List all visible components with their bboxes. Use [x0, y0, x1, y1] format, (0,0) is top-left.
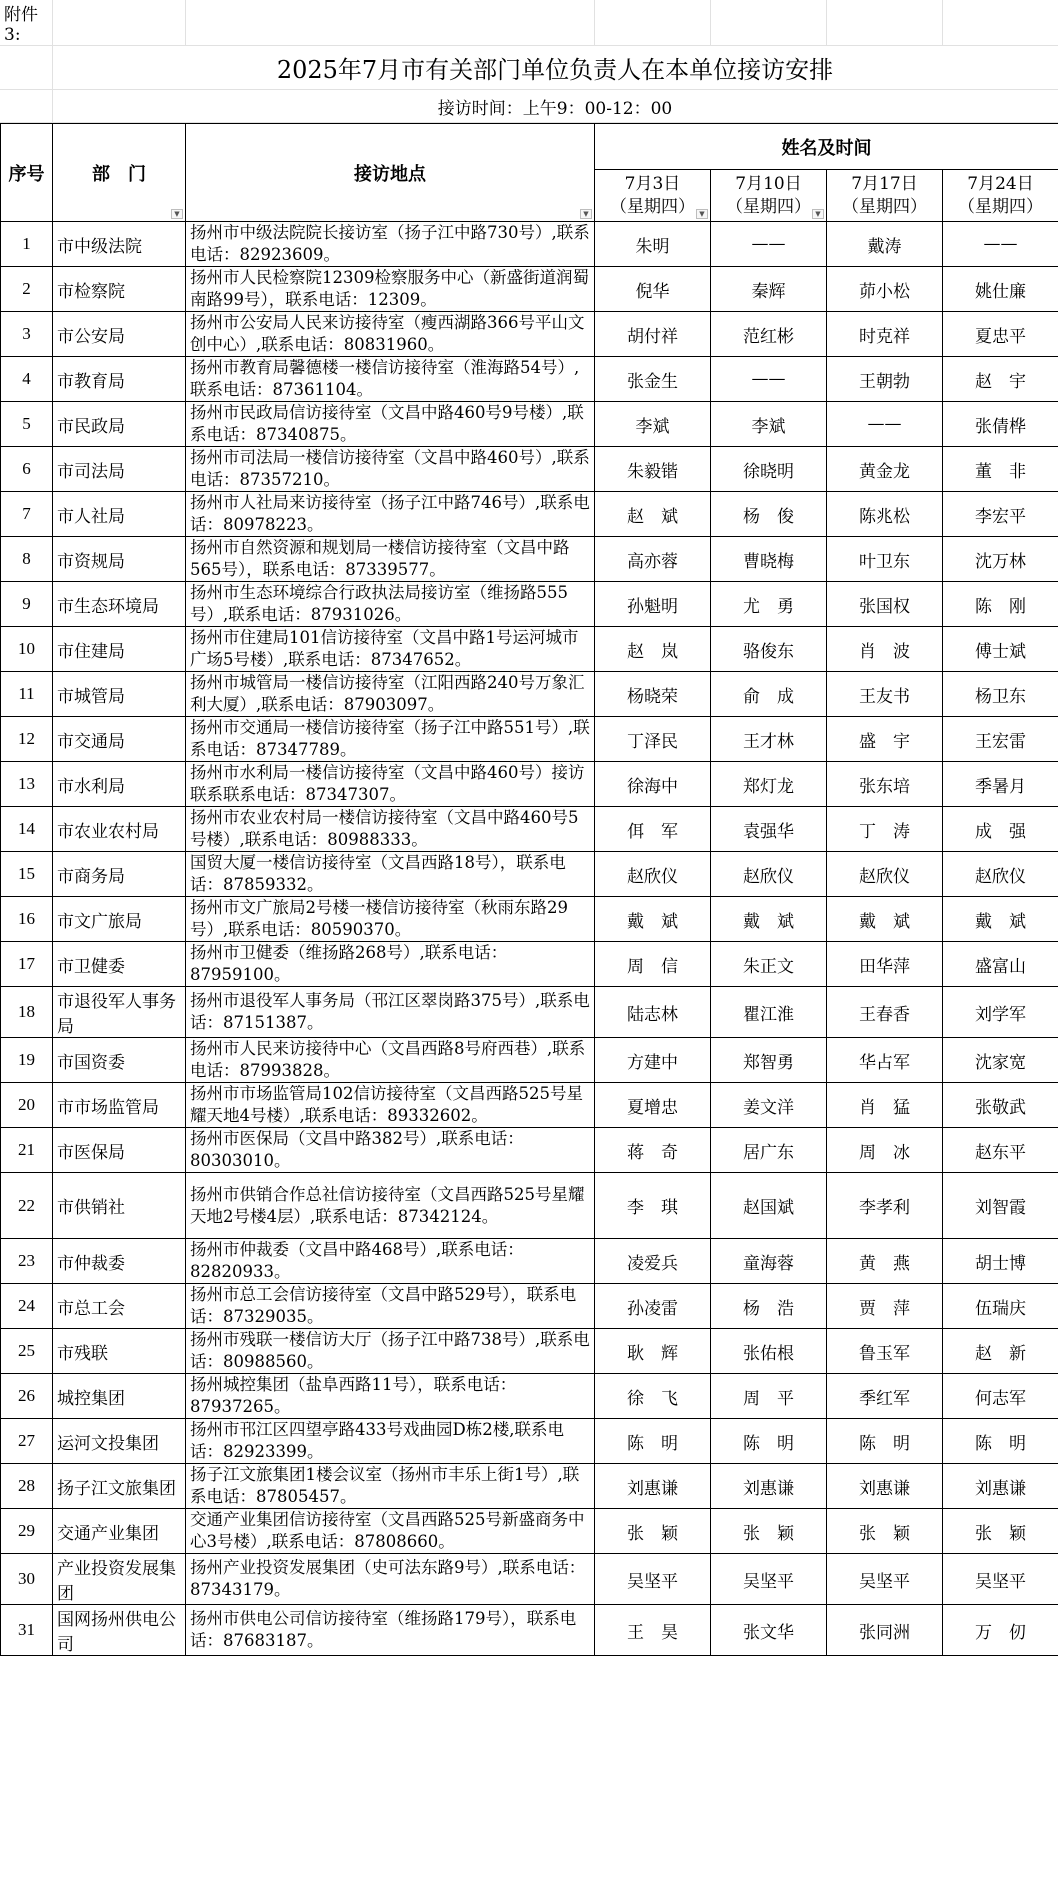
table-row: [1, 1239, 1058, 1284]
department-cell: 市仲裁委: [53, 1239, 186, 1284]
receiver-name-cell: 伍瑞庆: [943, 1284, 1058, 1329]
department-cell: 市总工会: [53, 1284, 186, 1329]
date-label: 7月17日: [851, 173, 918, 194]
filter-dropdown-icon[interactable]: ▼: [171, 209, 183, 219]
row-number: 28: [1, 1464, 53, 1509]
receiver-name-cell: 刘惠谦: [711, 1464, 827, 1509]
table-row: [1, 1509, 1058, 1554]
receiver-name-cell: 叶卫东: [827, 537, 943, 582]
row-number: 12: [1, 717, 53, 762]
receiver-name-cell: 周 平: [711, 1374, 827, 1419]
receiver-name-cell: 王才林: [711, 717, 827, 762]
table-row: [1, 1038, 1058, 1083]
department-cell: 城控集团: [53, 1374, 186, 1419]
location-cell: 扬州市农业农村局一楼信访接待室（文昌中路460号5号楼）,联系电话：80988333。: [186, 807, 595, 852]
receiver-name-cell: 李斌: [595, 402, 711, 447]
receiver-name-cell: 夏忠平: [943, 312, 1058, 357]
row-number: 3: [1, 312, 53, 357]
receiver-name-cell: 赵 宇: [943, 357, 1058, 402]
receiver-name-cell: 赵欣仪: [827, 852, 943, 897]
table-row: [1, 1554, 1058, 1605]
row-number: 30: [1, 1554, 53, 1605]
receiver-name-cell: 骆俊东: [711, 627, 827, 672]
row-number: 5: [1, 402, 53, 447]
department-cell: 运河文投集团: [53, 1419, 186, 1464]
table-row: [1, 1374, 1058, 1419]
table-row: [1, 1284, 1058, 1329]
filter-dropdown-icon[interactable]: ▼: [812, 209, 824, 219]
receiver-name-cell: 王 昊: [595, 1605, 711, 1656]
receiver-name-cell: 戴 斌: [711, 897, 827, 942]
location-cell: 扬州市自然资源和规划局一楼信访接待室（文昌中路565号），联系电话：87339577。: [186, 537, 595, 582]
row-number: 8: [1, 537, 53, 582]
department-cell: 市残联: [53, 1329, 186, 1374]
col-header-dept-label: 部 门: [92, 163, 146, 185]
receiver-name-cell: 季暑月: [943, 762, 1058, 807]
location-cell: 扬州市人民来访接待中心（文昌西路8号府西巷）,联系电话：87993828。: [186, 1038, 595, 1083]
location-cell: 扬州市司法局一楼信访接待室（文昌中路460号）,联系电话：87357210。: [186, 447, 595, 492]
table-row: [1, 987, 1058, 1038]
receiver-name-cell: 杨晓荣: [595, 672, 711, 717]
receiver-name-cell: 杨 俊: [711, 492, 827, 537]
receiver-name-cell: 孙凌雷: [595, 1284, 711, 1329]
row-number: 4: [1, 357, 53, 402]
receiver-name-cell: 沈万林: [943, 537, 1058, 582]
receiver-name-cell: 张倩桦: [943, 402, 1058, 447]
col-header-date-4: [943, 170, 1058, 222]
receiver-name-cell: 王春香: [827, 987, 943, 1038]
receiver-name-cell: 戴 斌: [827, 897, 943, 942]
receiver-name-cell: 倪华: [595, 267, 711, 312]
table-row: [1, 942, 1058, 987]
receiver-name-cell: 胡付祥: [595, 312, 711, 357]
receiver-name-cell: 茆小松: [827, 267, 943, 312]
receiver-name-cell: 袁强华: [711, 807, 827, 852]
location-cell: 扬州市供电公司信访接待室（维扬路179号），联系电话：87683187。: [186, 1605, 595, 1656]
receiver-name-cell: 李孝利: [827, 1173, 943, 1239]
department-cell: 市住建局: [53, 627, 186, 672]
row-number: 6: [1, 447, 53, 492]
receiver-name-cell: 吴坚平: [595, 1554, 711, 1605]
location-cell: 扬州市总工会信访接待室（文昌中路529号），联系电话：87329035。: [186, 1284, 595, 1329]
receiver-name-cell: 王宏雷: [943, 717, 1058, 762]
receiver-name-cell: 杨卫东: [943, 672, 1058, 717]
location-cell: 扬州市水利局一楼信访接待室（文昌中路460号）接访联系联系电话：87347307。: [186, 762, 595, 807]
receiver-name-cell: 朱明: [595, 222, 711, 267]
receiver-name-cell: 戴涛: [827, 222, 943, 267]
department-cell: 市医保局: [53, 1128, 186, 1173]
date-label: 7月10日: [735, 173, 802, 194]
table-row: [1, 627, 1058, 672]
location-cell: 扬州市人民检察院12309检察服务中心（新盛街道润蜀南路99号），联系电话：12309。: [186, 267, 595, 312]
department-cell: 市中级法院: [53, 222, 186, 267]
department-cell: 市交通局: [53, 717, 186, 762]
receiver-name-cell: 华占军: [827, 1038, 943, 1083]
row-number: 18: [1, 987, 53, 1038]
location-cell: 扬子江文旅集团1楼会议室（扬州市丰乐上街1号）,联系电话：87805457。: [186, 1464, 595, 1509]
receiver-name-cell: 赵欣仪: [943, 852, 1058, 897]
receiver-name-cell: 俞 成: [711, 672, 827, 717]
receiver-name-cell: 陆志林: [595, 987, 711, 1038]
department-cell: 市城管局: [53, 672, 186, 717]
table-row: [1, 717, 1058, 762]
row-number: 21: [1, 1128, 53, 1173]
receiver-name-cell: 李宏平: [943, 492, 1058, 537]
table-row: [1, 492, 1058, 537]
department-cell: 市商务局: [53, 852, 186, 897]
location-cell: 扬州市退役军人事务局（邗江区翠岗路375号）,联系电话：87151387。: [186, 987, 595, 1038]
receiver-name-cell: 陈 明: [943, 1419, 1058, 1464]
row-number: 27: [1, 1419, 53, 1464]
date-label: 7月3日: [624, 173, 681, 194]
location-cell: 交通产业集团信访接待室（文昌西路525号新盛商务中心3号楼）,联系电话：87808660。: [186, 1509, 595, 1554]
receiver-name-cell: 黄金龙: [827, 447, 943, 492]
receiver-name-cell: 赵欣仪: [595, 852, 711, 897]
row-number: 11: [1, 672, 53, 717]
row-number: 20: [1, 1083, 53, 1128]
receiver-name-cell: 胡士博: [943, 1239, 1058, 1284]
receiver-name-cell: 凌爱兵: [595, 1239, 711, 1284]
table-row: [1, 1605, 1058, 1656]
receiver-name-cell: 黄 燕: [827, 1239, 943, 1284]
row-number: 2: [1, 267, 53, 312]
receiver-name-cell: 刘惠谦: [943, 1464, 1058, 1509]
col-header-location-label: 接访地点: [354, 163, 426, 185]
location-cell: 扬州市城管局一楼信访接待室（江阳西路240号万象汇利大厦）,联系电话：87903097。: [186, 672, 595, 717]
date-label: 7月24日: [967, 173, 1034, 194]
receiver-name-cell: 方建中: [595, 1038, 711, 1083]
receiver-name-cell: 张佑根: [711, 1329, 827, 1374]
location-cell: 扬州市供销合作总社信访接待室（文昌西路525号星耀天地2号楼4层）,联系电话：87342124。: [186, 1173, 595, 1239]
department-cell: 国网扬州供电公司: [53, 1605, 186, 1656]
department-cell: 市水利局: [53, 762, 186, 807]
table-row: [1, 672, 1058, 717]
department-cell: 市供销社: [53, 1173, 186, 1239]
department-cell: 市国资委: [53, 1038, 186, 1083]
location-cell: 扬州市残联一楼信访大厅（扬子江中路738号）,联系电话：80988560。: [186, 1329, 595, 1374]
department-cell: 市农业农村局: [53, 807, 186, 852]
table-row: [1, 1419, 1058, 1464]
department-cell: 市人社局: [53, 492, 186, 537]
table-row: [1, 447, 1058, 492]
receiver-name-cell: 沈家宽: [943, 1038, 1058, 1083]
receiver-name-cell: 朱正文: [711, 942, 827, 987]
row-number: 14: [1, 807, 53, 852]
receiver-name-cell: 傅士斌: [943, 627, 1058, 672]
receiver-name-cell: 陈兆松: [827, 492, 943, 537]
receiver-name-cell: 董 非: [943, 447, 1058, 492]
row-number: 10: [1, 627, 53, 672]
receiver-name-cell: 蒋 奇: [595, 1128, 711, 1173]
location-cell: 扬州市市场监管局102信访接待室（文昌西路525号星耀天地4号楼）,联系电话：89332602。: [186, 1083, 595, 1128]
col-header-dept[interactable]: [53, 124, 186, 222]
receiver-name-cell: 刘惠谦: [827, 1464, 943, 1509]
receiver-name-cell: 赵 岚: [595, 627, 711, 672]
table-row: [1, 312, 1058, 357]
table-row: [1, 1464, 1058, 1509]
receiver-name-cell: 姚仕廉: [943, 267, 1058, 312]
filter-dropdown-icon[interactable]: ▼: [580, 209, 592, 219]
row-number: 15: [1, 852, 53, 897]
table-row: [1, 1128, 1058, 1173]
receiver-name-cell: 成 强: [943, 807, 1058, 852]
receiver-name-cell: 杨 浩: [711, 1284, 827, 1329]
location-cell: 扬州市公安局人民来访接待室（瘦西湖路366号平山文创中心）,联系电话：80831960。: [186, 312, 595, 357]
location-cell: 扬州市医保局（文昌中路382号）,联系电话：80303010。: [186, 1128, 595, 1173]
receiver-name-cell: 丁泽民: [595, 717, 711, 762]
reception-time: 接访时间：上午9：00-12：00: [52, 90, 1058, 123]
col-header-date-1[interactable]: [595, 170, 711, 222]
receiver-name-cell: 万 仞: [943, 1605, 1058, 1656]
receiver-name-cell: 张敬武: [943, 1083, 1058, 1128]
table-row: [1, 267, 1058, 312]
receiver-name-cell: 张金生: [595, 357, 711, 402]
table-row: [1, 807, 1058, 852]
table-row: [1, 1329, 1058, 1374]
department-cell: 市生态环境局: [53, 582, 186, 627]
location-cell: 扬州市生态环境综合行政执法局接访室（维扬路555号）,联系电话：87931026。: [186, 582, 595, 627]
receiver-name-cell: 曹晓梅: [711, 537, 827, 582]
receiver-name-cell: 吴坚平: [943, 1554, 1058, 1605]
row-number: 25: [1, 1329, 53, 1374]
receiver-name-cell: 盛 宇: [827, 717, 943, 762]
receiver-name-cell: 周 冰: [827, 1128, 943, 1173]
receiver-name-cell: 何志军: [943, 1374, 1058, 1419]
receiver-name-cell: 陈 明: [595, 1419, 711, 1464]
receiver-name-cell: 贾 萍: [827, 1284, 943, 1329]
location-cell: 扬州市人社局来访接待室（扬子江中路746号）,联系电话：80978223。: [186, 492, 595, 537]
receiver-name-cell: 丁 涛: [827, 807, 943, 852]
col-header-names-time: 姓名及时间: [595, 124, 1058, 170]
receiver-name-cell: 徐海中: [595, 762, 711, 807]
location-cell: 扬州市文广旅局2号楼一楼信访接待室（秋雨东路29号）,联系电话：80590370。: [186, 897, 595, 942]
table-row: [1, 357, 1058, 402]
row-number: 9: [1, 582, 53, 627]
location-cell: 扬州产业投资发展集团（史可法东路9号）,联系电话：87343179。: [186, 1554, 595, 1605]
page-title: 2025年7月市有关部门单位负责人在本单位接访安排: [52, 46, 1058, 90]
receiver-name-cell: 季红军: [827, 1374, 943, 1419]
receiver-name-cell: 徐 飞: [595, 1374, 711, 1419]
department-cell: 市退役军人事务局: [53, 987, 186, 1038]
row-number: 26: [1, 1374, 53, 1419]
table-row: [1, 852, 1058, 897]
receiver-name-cell: 张东培: [827, 762, 943, 807]
attachment-label: 附件3:: [0, 0, 52, 46]
table-row: [1, 1083, 1058, 1128]
location-cell: 扬州市民政局信访接待室（文昌中路460号9号楼）,联系电话：87340875。: [186, 402, 595, 447]
weekday-label: （星期四）: [726, 196, 811, 217]
department-cell: 市市场监管局: [53, 1083, 186, 1128]
department-cell: 市资规局: [53, 537, 186, 582]
receiver-name-cell: 王友书: [827, 672, 943, 717]
receiver-name-cell: 刘惠谦: [595, 1464, 711, 1509]
receiver-name-cell: 吴坚平: [711, 1554, 827, 1605]
table-row: [1, 537, 1058, 582]
receiver-name-cell: ——: [943, 222, 1058, 267]
receiver-name-cell: 佴 军: [595, 807, 711, 852]
row-number: 29: [1, 1509, 53, 1554]
receiver-name-cell: 赵欣仪: [711, 852, 827, 897]
row-number: 23: [1, 1239, 53, 1284]
receiver-name-cell: 盛富山: [943, 942, 1058, 987]
receiver-name-cell: 时克祥: [827, 312, 943, 357]
receiver-name-cell: 夏增忠: [595, 1083, 711, 1128]
receiver-name-cell: 赵东平: [943, 1128, 1058, 1173]
receiver-name-cell: 徐晓明: [711, 447, 827, 492]
receiver-name-cell: 居广东: [711, 1128, 827, 1173]
receiver-name-cell: 张 颖: [943, 1509, 1058, 1554]
receiver-name-cell: 刘学军: [943, 987, 1058, 1038]
row-number: 22: [1, 1173, 53, 1239]
table-row: [1, 222, 1058, 267]
receiver-name-cell: 王朝勃: [827, 357, 943, 402]
schedule-table: [0, 123, 1058, 1656]
receiver-name-cell: ——: [711, 357, 827, 402]
sheet-header-area: [0, 0, 1058, 123]
receiver-name-cell: 郑智勇: [711, 1038, 827, 1083]
receiver-name-cell: 郑灯龙: [711, 762, 827, 807]
row-number: 17: [1, 942, 53, 987]
department-cell: 交通产业集团: [53, 1509, 186, 1554]
col-header-seq-label: 序号: [8, 163, 45, 185]
receiver-name-cell: 鲁玉军: [827, 1329, 943, 1374]
row-number: 19: [1, 1038, 53, 1083]
department-cell: 产业投资发展集团: [53, 1554, 186, 1605]
location-cell: 扬州市卫健委（维扬路268号）,联系电话：87959100。: [186, 942, 595, 987]
location-cell: 扬州市交通局一楼信访接待室（扬子江中路551号）,联系电话：87347789。: [186, 717, 595, 762]
row-number: 1: [1, 222, 53, 267]
receiver-name-cell: 戴 斌: [595, 897, 711, 942]
receiver-name-cell: 秦辉: [711, 267, 827, 312]
weekday-label: （星期四）: [842, 196, 927, 217]
table-row: [1, 402, 1058, 447]
receiver-name-cell: 李斌: [711, 402, 827, 447]
receiver-name-cell: 赵 新: [943, 1329, 1058, 1374]
receiver-name-cell: 肖 猛: [827, 1083, 943, 1128]
receiver-name-cell: 张 颖: [827, 1509, 943, 1554]
table-row: [1, 762, 1058, 807]
filter-dropdown-icon[interactable]: ▼: [696, 209, 708, 219]
receiver-name-cell: 吴坚平: [827, 1554, 943, 1605]
location-cell: 国贸大厦一楼信访接待室（文昌西路18号），联系电话：87859332。: [186, 852, 595, 897]
receiver-name-cell: 童海蓉: [711, 1239, 827, 1284]
row-number: 7: [1, 492, 53, 537]
receiver-name-cell: 张文华: [711, 1605, 827, 1656]
location-cell: 扬州市邗江区四望亭路433号戏曲园D栋2楼,联系电话：82923399。: [186, 1419, 595, 1464]
receiver-name-cell: 刘智霞: [943, 1173, 1058, 1239]
receiver-name-cell: 张同洲: [827, 1605, 943, 1656]
department-cell: 市民政局: [53, 402, 186, 447]
receiver-name-cell: 陈 明: [827, 1419, 943, 1464]
department-cell: 市公安局: [53, 312, 186, 357]
row-number: 16: [1, 897, 53, 942]
row-number: 13: [1, 762, 53, 807]
department-cell: 市教育局: [53, 357, 186, 402]
receiver-name-cell: 尤 勇: [711, 582, 827, 627]
table-row: [1, 1173, 1058, 1239]
receiver-name-cell: 陈 明: [711, 1419, 827, 1464]
department-cell: 市检察院: [53, 267, 186, 312]
weekday-label: （星期四）: [958, 196, 1043, 217]
receiver-name-cell: 张 颖: [711, 1509, 827, 1554]
row-number: 24: [1, 1284, 53, 1329]
receiver-name-cell: ——: [827, 402, 943, 447]
receiver-name-cell: 耿 辉: [595, 1329, 711, 1374]
receiver-name-cell: 瞿江淮: [711, 987, 827, 1038]
department-cell: 市司法局: [53, 447, 186, 492]
receiver-name-cell: 周 信: [595, 942, 711, 987]
receiver-name-cell: 戴 斌: [943, 897, 1058, 942]
table-row: [1, 897, 1058, 942]
table-row: [1, 582, 1058, 627]
location-cell: 扬州市住建局101信访接待室（文昌中路1号运河城市广场5号楼）,联系电话：87347652。: [186, 627, 595, 672]
receiver-name-cell: 张国权: [827, 582, 943, 627]
col-header-seq: [1, 124, 53, 222]
location-cell: 扬州市仲裁委（文昌中路468号）,联系电话：82820933。: [186, 1239, 595, 1284]
location-cell: 扬州市教育局馨德楼一楼信访接待室（淮海路54号）,联系电话：87361104。: [186, 357, 595, 402]
receiver-name-cell: ——: [711, 222, 827, 267]
department-cell: 市文广旅局: [53, 897, 186, 942]
location-cell: 扬州城控集团（盐阜西路11号），联系电话：87937265。: [186, 1374, 595, 1419]
receiver-name-cell: 姜文洋: [711, 1083, 827, 1128]
location-cell: 扬州市中级法院院长接访室（扬子江中路730号）,联系电话：82923609。: [186, 222, 595, 267]
receiver-name-cell: 李 琪: [595, 1173, 711, 1239]
receiver-name-cell: 赵 斌: [595, 492, 711, 537]
receiver-name-cell: 朱毅锴: [595, 447, 711, 492]
receiver-name-cell: 田华萍: [827, 942, 943, 987]
department-cell: 市卫健委: [53, 942, 186, 987]
weekday-label: （星期四）: [610, 196, 695, 217]
receiver-name-cell: 孙魁明: [595, 582, 711, 627]
receiver-name-cell: 高亦蓉: [595, 537, 711, 582]
row-number: 31: [1, 1605, 53, 1656]
col-header-date-3: [827, 170, 943, 222]
col-header-location[interactable]: [186, 124, 595, 222]
receiver-name-cell: 张 颖: [595, 1509, 711, 1554]
receiver-name-cell: 范红彬: [711, 312, 827, 357]
col-header-date-2[interactable]: [711, 170, 827, 222]
receiver-name-cell: 赵国斌: [711, 1173, 827, 1239]
receiver-name-cell: 肖 波: [827, 627, 943, 672]
department-cell: 扬子江文旅集团: [53, 1464, 186, 1509]
receiver-name-cell: 陈 刚: [943, 582, 1058, 627]
